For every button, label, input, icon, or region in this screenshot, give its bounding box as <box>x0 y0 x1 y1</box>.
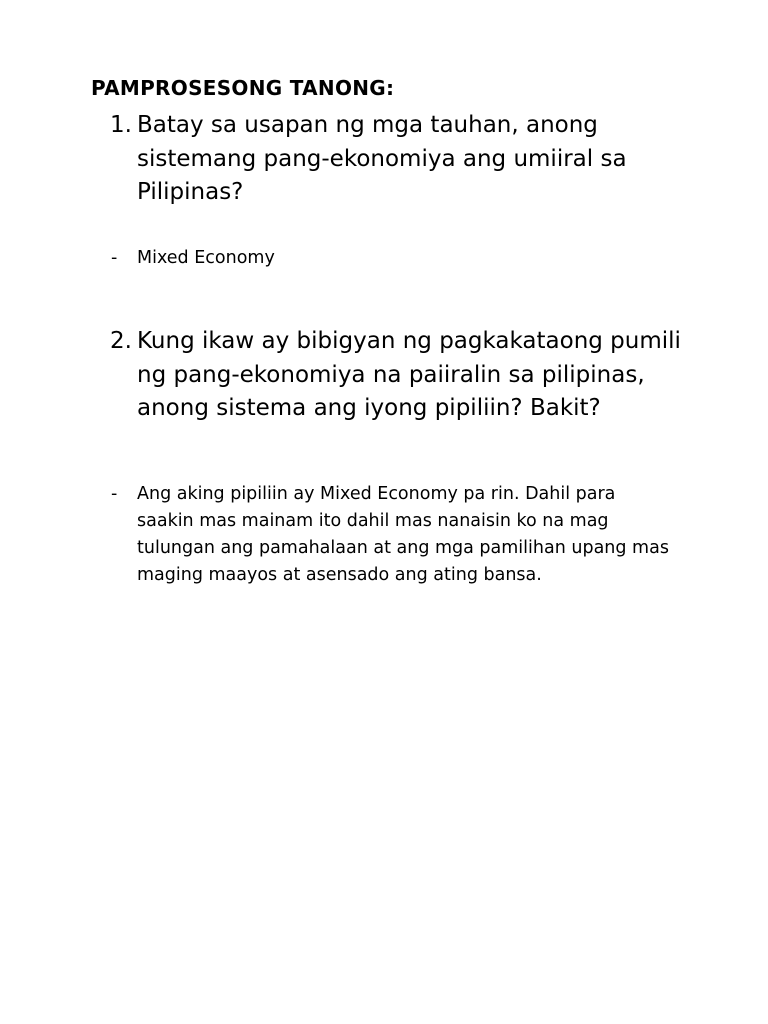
question-2-number: 2. <box>110 328 132 354</box>
answer-2 <box>111 481 671 589</box>
question-1-number: 1. <box>110 112 132 138</box>
question-2 <box>110 325 710 426</box>
answer-2-bullet: - <box>111 484 118 504</box>
question-2-text: Kung ikaw ay bibigyan ng pagkakataong pumili ng pang-ekonomiya na paiiralin sa pilipinas, anong sistema ang iyong pipiliin? Bakit? <box>137 328 681 421</box>
answer-2-text: Ang aking pipiliin ay Mixed Economy pa rin. Dahil para saakin mas mainam ito dahil mas nanaisin ko na mag tulungan ang pamahalaan at ang mga pamilihan upang mas maging maayos at asensado ang ating bansa. <box>137 484 669 585</box>
answer-1 <box>111 245 671 272</box>
question-1-text: Batay sa usapan ng mga tauhan, anong sistemang pang-ekonomiya ang umiiral sa Pilipinas? <box>137 112 627 205</box>
answer-1-bullet: - <box>111 248 118 268</box>
page-heading: PAMPROSESONG TANONG: <box>91 76 395 100</box>
question-1 <box>110 109 710 210</box>
answer-1-text: Mixed Economy <box>137 248 275 268</box>
